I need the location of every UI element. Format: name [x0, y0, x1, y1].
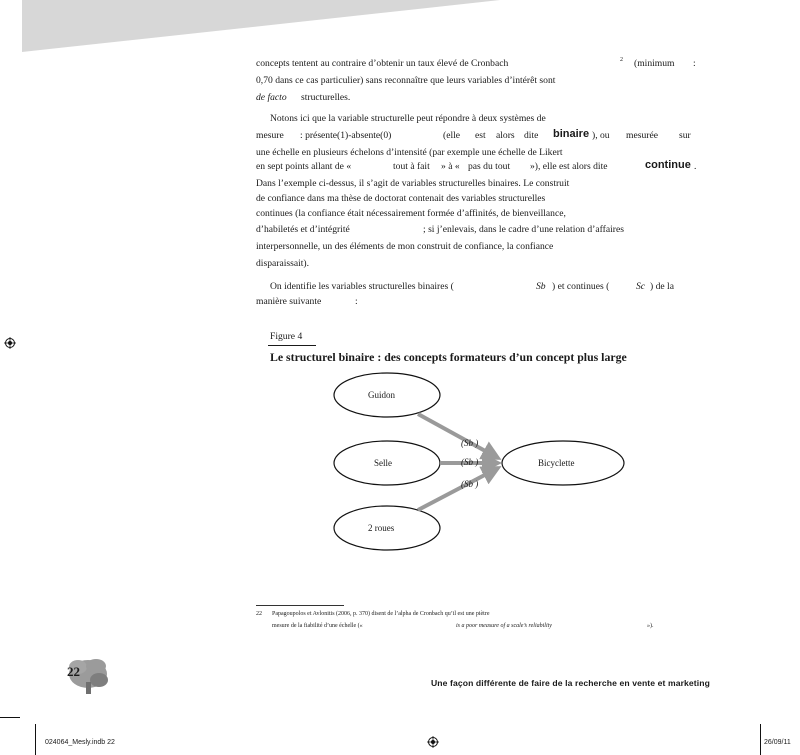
abbr-sc: Sc [636, 281, 646, 292]
body-line: est [475, 130, 486, 141]
crop-mark [35, 724, 36, 755]
body-line: d’habiletés et d’intégrité [256, 224, 350, 235]
registration-mark-icon [427, 736, 439, 748]
body-line: ; si j’enlevais, dans le cadre d’une relation d’affaires [423, 224, 624, 235]
body-line: ) de la [650, 281, 674, 292]
body-line: pas du tout [468, 161, 511, 172]
crop-mark [0, 717, 20, 718]
body-line: » à « [441, 161, 460, 172]
node-label-2-roues: 2 roues [368, 523, 395, 533]
print-slug-date: 26/09/11 [764, 739, 791, 746]
body-line: . [694, 161, 697, 172]
body-line: tout à fait [393, 161, 430, 172]
body-line: On identifie les variables structurelles binaires ( [270, 281, 454, 292]
body-line: interpersonnelle, un des éléments de mon construit de confiance, la confiance [256, 241, 554, 252]
crop-mark [760, 724, 761, 755]
body-line: 0,70 dans ce cas particulier) sans reconnaître que leurs variables d’intérêt sont [256, 75, 556, 86]
body-line: Notons ici que la variable structurelle peut répondre à deux systèmes de [270, 113, 546, 124]
body-line: : [693, 58, 696, 69]
node-label-selle: Selle [374, 458, 392, 468]
edge-label-selle: (Sb ) [461, 457, 479, 467]
body-line: (elle [443, 130, 461, 141]
abbr-sb: Sb [536, 281, 546, 292]
keyword-binaire: binaire [553, 128, 590, 140]
body-line: : [355, 296, 358, 307]
body-line: Dans l’exemple ci-dessus, il s’agit de variables structurelles binaires. Le construit [256, 178, 570, 189]
body-line: de confiance dans ma thèse de doctorat contenait des variables structurelles [256, 193, 546, 204]
keyword-continue: continue [645, 159, 691, 171]
body-line: »), elle est alors dite [530, 161, 608, 172]
body-line: continues (la confiance était nécessairement formée d’affinités, de bienveillance, [256, 208, 566, 219]
node-label-guidon: Guidon [368, 390, 395, 400]
body-line: (minimum [634, 58, 675, 69]
registration-mark-icon [4, 337, 16, 349]
footnote-reference: 2 [620, 57, 623, 63]
footnote-text: Papagoupolos et Avlonitis (2006, p. 370) disent de l’alpha de Cronbach qu’il est une piètre [272, 611, 490, 617]
footnote-text: mesure de la fiabilité d’une échelle (« [272, 623, 363, 629]
print-slug-file: 024064_Mesly.indb 22 [45, 739, 115, 746]
edge-label-roues: (Sb ) [461, 479, 479, 489]
body-line: ), ou [592, 130, 610, 141]
body-line: ) et continues ( [552, 281, 610, 292]
body-line: une échelle en plusieurs échelons d’intensité (par exemple une échelle de Likert [256, 147, 563, 158]
body-line: mesure [256, 130, 284, 141]
body-line: manière suivante [256, 296, 322, 307]
footnote-number: 22 [256, 611, 262, 617]
body-line: concepts tentent au contraire d’obtenir un taux élevé de Cronbach [256, 58, 509, 69]
body-line: : présente(1)-absente(0) [300, 130, 392, 141]
footnote-quote: is a poor measure of a scale’s reliability [456, 623, 552, 629]
body-line: dite [524, 130, 539, 141]
node-label-bicyclette: Bicyclette [538, 458, 575, 468]
figure-label: Figure 4 [270, 331, 303, 342]
body-line: alors [496, 130, 515, 141]
page-number: 22 [67, 664, 80, 679]
running-title: Une façon différente de faire de la recherche en vente et marketing [431, 678, 710, 688]
body-line: structurelles. [301, 92, 351, 103]
figure-title: Le structurel binaire : des concepts formateurs d’un concept plus large [270, 350, 627, 364]
body-line: en sept points allant de « [256, 161, 352, 172]
figure-label-underline [268, 345, 316, 346]
body-emphasis: de facto [256, 92, 287, 103]
body-line: sur [679, 130, 691, 141]
edge-label-guidon: (Sb ) [461, 438, 479, 448]
body-line: mesurée [626, 130, 658, 141]
footnote-separator [256, 605, 344, 606]
body-line: disparaissait). [256, 258, 310, 269]
footnote-text: »). [647, 623, 654, 629]
top-decorative-band [0, 0, 800, 60]
